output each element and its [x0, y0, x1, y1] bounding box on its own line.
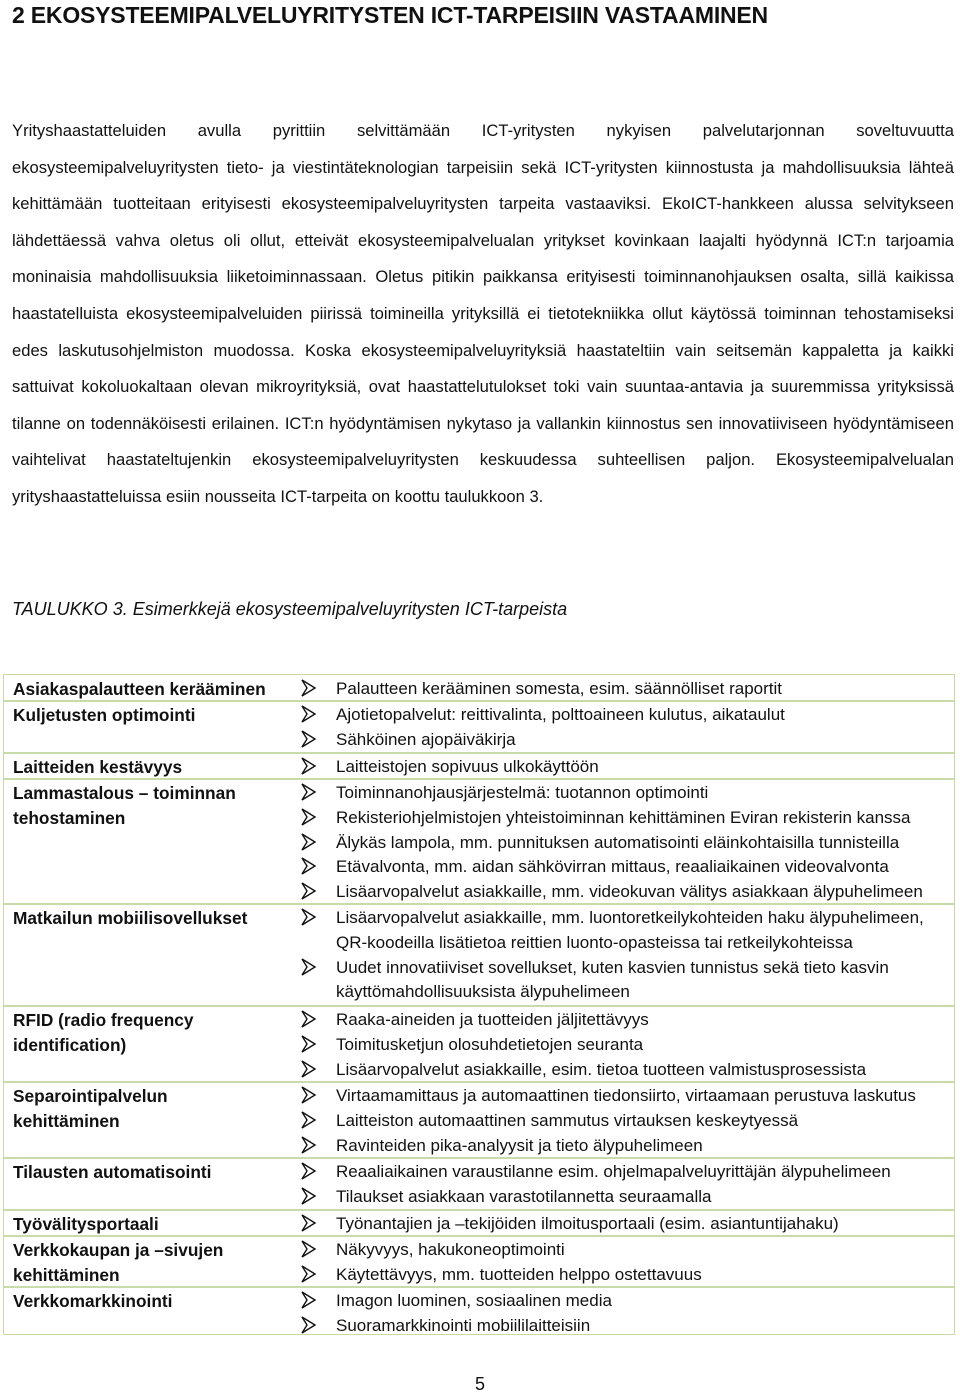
table-row: [4, 1210, 954, 1237]
item-text: Älykäs lampola, mm. punnituksen automatisointi eläinkohtaisilla tunnisteilla: [336, 832, 900, 852]
item-text: Sähköinen ajopäiväkirja: [336, 729, 516, 749]
row-items: [300, 906, 950, 1005]
item-text: Näkyvyys, hakukoneoptimointi: [336, 1240, 565, 1259]
item-text: Virtaamamittaus ja automaattinen tiedonsiirto, virtaamaan perustuva laskutus: [336, 1086, 916, 1105]
row-label: Verkkomarkkinointi: [13, 1291, 173, 1311]
table-row: [4, 1287, 954, 1335]
row-label: Matkailun mobiilisovellukset: [13, 908, 248, 928]
list-item: [300, 1160, 950, 1185]
list-item: [300, 1058, 950, 1083]
arrow-bullet-icon: [300, 1009, 318, 1029]
list-item: [300, 855, 950, 880]
row-items: [300, 1084, 950, 1158]
row-items: [300, 703, 950, 753]
list-item: [300, 806, 950, 831]
item-text: Tilaukset asiakkaan varastotilannetta seuraamalla: [336, 1186, 712, 1206]
table-row: [4, 1082, 954, 1159]
arrow-bullet-icon: [300, 881, 318, 901]
arrow-bullet-icon: [300, 1059, 318, 1079]
item-text: Rekisteriohjelmistojen yhteistoiminnan kehittäminen Eviran rekisterin kanssa: [336, 807, 911, 827]
list-item: [300, 677, 950, 702]
arrow-bullet-icon: [300, 704, 318, 724]
arrow-bullet-icon: [300, 1213, 318, 1233]
row-items: [300, 1212, 950, 1237]
list-item: [300, 1008, 950, 1033]
list-item: [300, 1109, 950, 1134]
arrow-bullet-icon: [300, 729, 318, 749]
row-label: Lammastalous – toiminnan tehostaminen: [13, 783, 236, 828]
row-items: [300, 755, 950, 780]
section-heading: 2 EKOSYSTEEMIPALVELUYRITYSTEN ICT-TARPEISIIN VASTAAMINEN: [12, 2, 768, 28]
arrow-bullet-icon: [300, 957, 318, 977]
row-label: Separointipalvelun kehittäminen: [13, 1086, 168, 1131]
row-items: [300, 1008, 950, 1082]
item-text: Etävalvonta, mm. aidan sähkövirran mittaus, reaaliaikainen videovalvonta: [336, 857, 889, 877]
arrow-bullet-icon: [300, 782, 318, 802]
item-text: Palautteen kerääminen somesta, esim. säännölliset raportit: [336, 679, 783, 698]
row-label: Verkkokaupan ja –sivujen kehittäminen: [13, 1240, 224, 1285]
table-row: [4, 753, 954, 780]
item-text: Ajotietopalvelut: reittivalinta, polttoaineen kulutus, aikataulut: [336, 705, 785, 724]
list-item: [300, 956, 950, 1006]
item-text: Ravinteiden pika-analyysit ja tieto älypuhelimeen: [336, 1135, 703, 1155]
row-label: Asiakaspalautteen kerääminen: [13, 679, 266, 699]
list-item: [300, 1033, 950, 1058]
item-text: Toimitusketjun olosuhdetietojen seuranta: [336, 1034, 644, 1054]
row-items: [300, 677, 950, 702]
row-label: Laitteiden kestävyys: [13, 757, 183, 777]
table-row: [4, 1236, 954, 1288]
list-item: [300, 831, 950, 856]
item-text: Lisäarvopalvelut asiakkaille, mm. videokuvan välitys asiakkaan älypuhelimeen: [336, 882, 923, 902]
list-item: [300, 703, 950, 728]
list-item: [300, 781, 950, 806]
item-text: Raaka-aineiden ja tuotteiden jäljitettävyys: [336, 1010, 649, 1029]
row-items: [300, 781, 950, 905]
table-row: [4, 675, 954, 702]
arrow-bullet-icon: [300, 678, 318, 698]
arrow-bullet-icon: [300, 807, 318, 827]
list-item: [300, 1212, 950, 1237]
row-label: Kuljetusten optimointi: [13, 705, 196, 725]
row-label: RFID (radio frequency identification): [13, 1010, 194, 1055]
table-row: [4, 1158, 954, 1211]
arrow-bullet-icon: [300, 1315, 318, 1335]
list-item: [300, 728, 950, 753]
list-item: [300, 1185, 950, 1210]
arrow-bullet-icon: [300, 1161, 318, 1181]
page-number: 5: [474, 1374, 485, 1394]
item-text: Lisäarvopalvelut asiakkaille, mm. luontoretkeilykohteiden haku älypuhelimeen, QR-koodeilla lisätietoa reittien luonto-opasteissa tai retkeilykohteissa: [336, 908, 924, 952]
table-row: [4, 779, 954, 905]
row-items: [300, 1238, 950, 1288]
list-item: [300, 1238, 950, 1263]
arrow-bullet-icon: [300, 1085, 318, 1105]
body-paragraph: Yrityshaastatteluiden avulla pyrittiin selvittämään ICT-yritysten nykyisen palvelutarjonnan soveltuvuutta ekosysteemipalveluyritysten tieto- ja viestintäteknologian tarpeisiin sekä ICT-yritysten kiinnostusta ja mahdollisuuksia lähteä kehittämään tuotteitaan erityisesti ekosysteemipalveluyritysten tarpeita vastaaviksi. EkoICT-hankkeen alussa selvitykseen lähdettäessä vahva oletus oli ollut, etteivät ekosysteemipalvelualan yritykset kovinkaan laajalti hyödynnä ICT:n tarjoamia moninaisia mahdollisuuksia liiketoiminnassaan. Oletus pitikin paikkansa erityisesti toiminnanohjauksen osalta, sillä kaikissa haastatelluista ekosysteemipalveluiden piirissä toimineilla yrityksillä ei tietotekniikka ollut käytössä toiminnan tehostamiseksi edes laskutusohjelmiston muodossa. Koska ekosysteemipalveluyrityksiä haastateltiin vain seitsemän kappaletta ja kaikki sattuivat kokoluokaltaan olevan mikroyrityksiä, ovat haastattelutulokset toki vain suuntaa-antavia ja suuremmissa yrityksissä tilanne on todennäköisesti erilainen. ICT:n hyödyntämisen nykytaso ja vallankin kiinnostus sen innovatiiviseen hyödyntämiseen vaihtelivat haastateltujenkin ekosysteemipalveluyritysten keskuudessa suhteellisen paljon. Ekosysteemipalvelualan yrityshaastatteluissa esiin nousseita ICT-tarpeita on koottu taulukkoon 3.: [12, 121, 954, 506]
item-text: Käytettävyys, mm. tuotteiden helppo ostettavuus: [336, 1264, 702, 1284]
arrow-bullet-icon: [300, 832, 318, 852]
item-text: Reaaliaikainen varaustilanne esim. ohjelmapalveluyrittäjän älypuhelimeen: [336, 1162, 891, 1181]
table-row: [4, 904, 954, 1007]
list-item: [300, 906, 950, 956]
arrow-bullet-icon: [300, 907, 318, 927]
item-text: Uudet innovatiiviset sovellukset, kuten kasvien tunnistus sekä tieto kasvin käyttömahdollisuuksista älypuhelimeen: [336, 957, 889, 1002]
item-text: Suoramarkkinointi mobiililaitteisiin: [336, 1315, 591, 1335]
arrow-bullet-icon: [300, 1186, 318, 1206]
arrow-bullet-icon: [300, 756, 318, 776]
table-caption: TAULUKKO 3. Esimerkkejä ekosysteemipalveluyritysten ICT-tarpeista: [12, 599, 568, 619]
item-text: Laitteistojen sopivuus ulkokäyttöön: [336, 757, 599, 776]
arrow-bullet-icon: [300, 1135, 318, 1155]
list-item: [300, 880, 950, 905]
list-item: [300, 755, 950, 780]
table-row: [4, 701, 954, 754]
arrow-bullet-icon: [300, 1034, 318, 1054]
arrow-bullet-icon: [300, 1264, 318, 1284]
arrow-bullet-icon: [300, 856, 318, 876]
list-item: [300, 1134, 950, 1159]
item-text: Lisäarvopalvelut asiakkaille, esim. tietoa tuotteen valmistusprosessista: [336, 1059, 867, 1079]
ict-needs-table: [3, 674, 955, 1335]
item-text: Työnantajien ja –tekijöiden ilmoitusportaali (esim. asiantuntijahaku): [336, 1214, 839, 1233]
row-label: Työvälitysportaali: [13, 1214, 159, 1234]
row-items: [300, 1289, 950, 1339]
arrow-bullet-icon: [300, 1239, 318, 1259]
list-item: [300, 1084, 950, 1109]
list-item: [300, 1263, 950, 1288]
item-text: Laitteiston automaattinen sammutus virtauksen keskeytyessä: [336, 1110, 799, 1130]
item-text: Imagon luominen, sosiaalinen media: [336, 1291, 612, 1310]
table-row: [4, 1006, 954, 1083]
item-text: Toiminnanohjausjärjestelmä: tuotannon optimointi: [336, 783, 709, 802]
row-items: [300, 1160, 950, 1210]
list-item: [300, 1314, 950, 1339]
arrow-bullet-icon: [300, 1290, 318, 1310]
list-item: [300, 1289, 950, 1314]
row-label: Tilausten automatisointi: [13, 1162, 212, 1182]
arrow-bullet-icon: [300, 1110, 318, 1130]
